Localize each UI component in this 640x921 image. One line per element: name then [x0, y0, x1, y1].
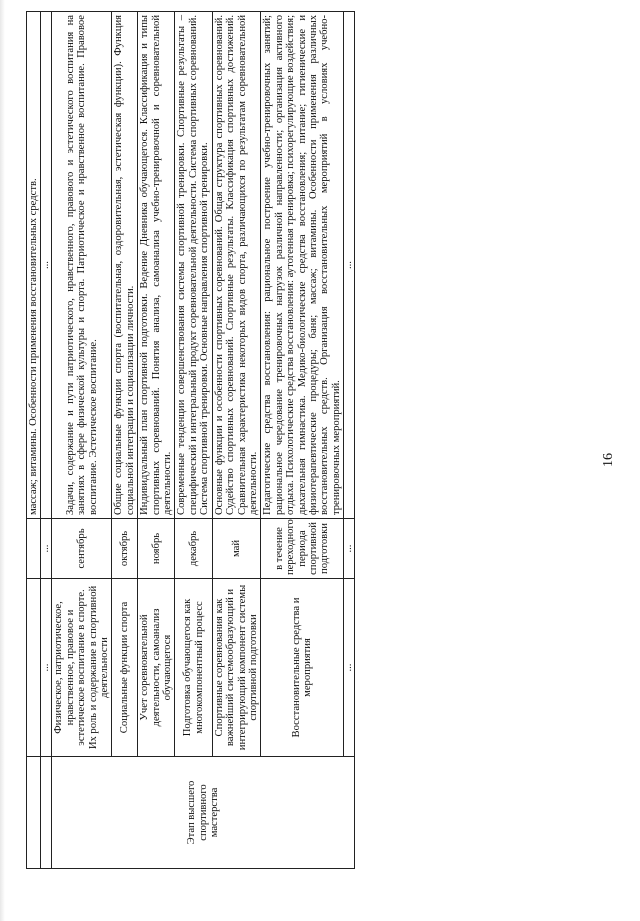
table-row — [27, 12, 41, 869]
ellipsis-cell: ... — [41, 12, 52, 519]
ellipsis-cell: ... — [41, 579, 52, 757]
month-cell: декабрь — [175, 519, 212, 579]
month-cell: май — [212, 519, 261, 579]
content-cell: Современные тенденции совершенствования системы спортивной тренировки. Спортивные результаты – специфический и интегральный продукт соревновательной деятельности. Система спортивных соревнований. Система спортивной тренировки. Основные направления спортивной тренировки. — [175, 12, 212, 519]
table-row — [261, 12, 344, 869]
topic-cell: Восстановительные средства и мероприятия — [261, 579, 344, 757]
topic-cell: Подготовка обучающегося как многокомпонентный процесс — [175, 579, 212, 757]
table-row — [175, 12, 212, 869]
topic-cell: Социальные функции спорта — [112, 579, 138, 757]
content-cell: Педагогические средства восстановления: рациональное построение учебно-тренировочных занятий; рациональное чередование тренировочных нагрузок различной направленности; организация активного отдыха. Психологические средства восстановления: аутогенная тренировка; психорегулирующие воздействия; дыхательная гимнастика. Медико-биологические средства восстановления; питание; гигиенические и физиотерапевтические процедуры; баня; массаж; витамины. Особенности применения различных восстановительных средств. Организация восстановительных мероприятий в условиях учебно-тренировочных мероприятий. — [261, 12, 344, 519]
content-cell: Общие социальные функции спорта (воспитательная, оздоровительная, эстетическая функции). Функция социальной интеграции и социализации личности. — [112, 12, 138, 519]
stage-label: Этап высшего спортивного мастерства — [52, 757, 355, 869]
content-cell: Индивидуальный план спортивной подготовки. Ведение Дневника обучающегося. Классификация и типы спортивных соревнований. Понятия анализа, самоанализа учебно-тренировочной и соревновательной деятельности. — [138, 12, 175, 519]
curriculum-table — [26, 11, 355, 869]
ellipsis-cell: ... — [344, 12, 355, 519]
ellipsis-cell: ... — [41, 519, 52, 579]
table-cell — [27, 757, 41, 869]
month-cell: сентябрь — [52, 519, 112, 579]
page-number: 16 — [601, 453, 616, 467]
table-row — [52, 12, 112, 869]
ellipsis-cell: ... — [344, 519, 355, 579]
content-cell: Основные функции и особенности спортивных соревнований. Общая структура спортивных соревнований. Судейство спортивных соревнований. Спортивные результаты. Классификация спортивных достижений. Сравнительная характеристика некоторых видов спорта, различающихся по результатам соревновательной деятельности. — [212, 12, 261, 519]
table-row — [112, 12, 138, 869]
topic-cell: Спортивные соревнования как важнейший системообразующий и интегрирующий компонент системы спортивной подготовки — [212, 579, 261, 757]
table-cell — [27, 519, 41, 579]
ellipsis-cell: ... — [344, 579, 355, 757]
table-cell — [27, 579, 41, 757]
topic-cell: Физическое, патриотическое, нравственное, правовое и эстетическое воспитание в спорте. Их роль и содержание в спортивной деятельности — [52, 579, 112, 757]
table-row — [212, 12, 261, 869]
table-row — [344, 12, 355, 869]
month-cell: октябрь — [112, 519, 138, 579]
month-cell: ноябрь — [138, 519, 175, 579]
content-cell: Задачи, содержание и пути патриотического, нравственного, правового и эстетического воспитания на занятиях в сфере физической культуры и спорта. Патриотическое и нравственное воспитание. Правовое воспитание. Эстетическое воспитание. — [52, 12, 112, 519]
table-cell: массаж; витамины. Особенности применения восстановительных средств. — [27, 12, 41, 519]
table-row — [138, 12, 175, 869]
topic-cell: Учет соревновательной деятельности, самоанализ обучающегося — [138, 579, 175, 757]
table-row — [41, 12, 52, 869]
table-cell — [41, 757, 52, 869]
month-cell: в течение переходного периода спортивной подготовки — [261, 519, 344, 579]
